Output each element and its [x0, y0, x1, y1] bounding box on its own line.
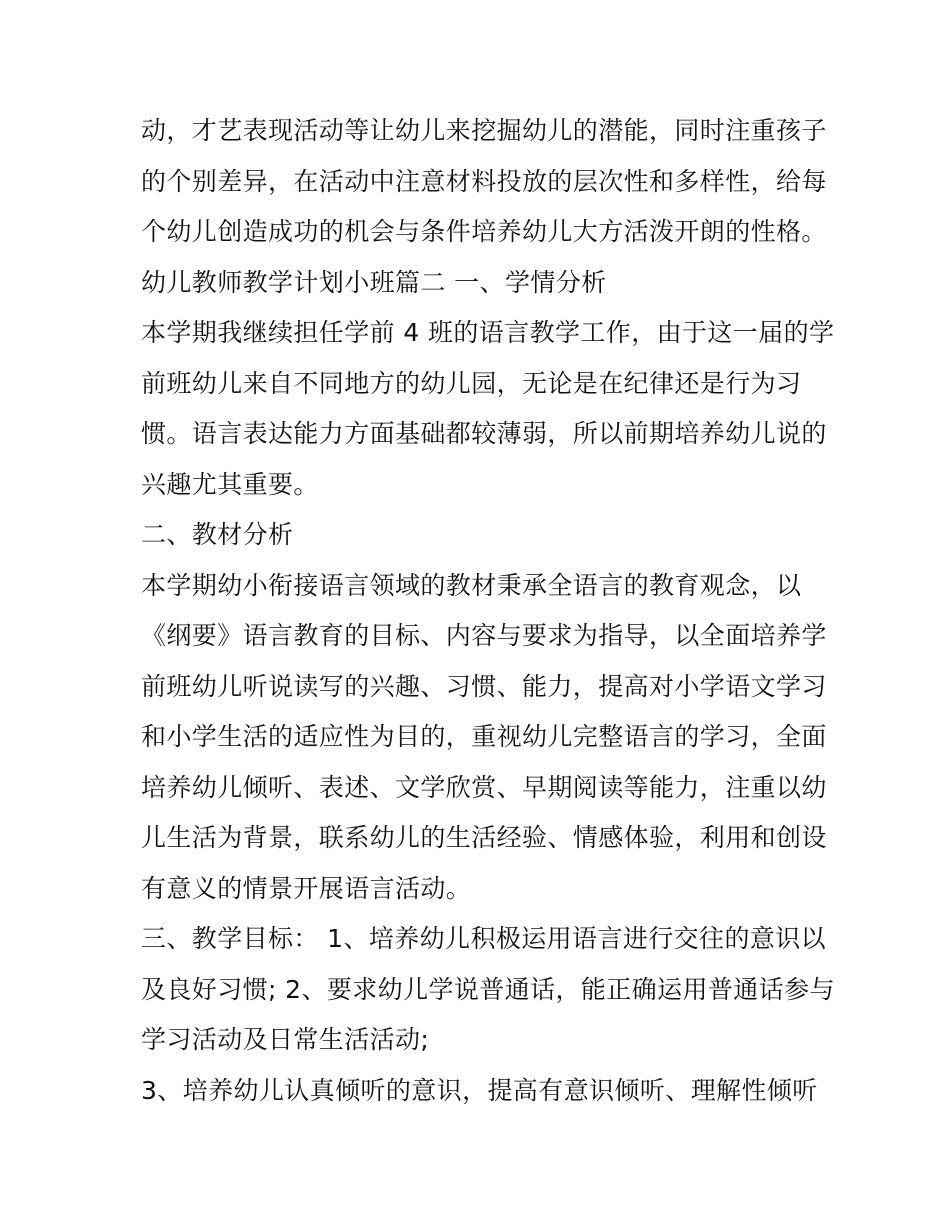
text-line: 兴趣尤其重要。	[141, 469, 319, 499]
text-line: 动，才艺表现活动等让幼儿来挖掘幼儿的潜能，同时注重孩子	[141, 116, 827, 145]
text-line: 和小学生活的适应性为目的，重视幼儿完整语言的学习，全面	[141, 722, 827, 751]
text-line: 儿生活为背景，联系幼儿的生活经验、情感体验，利用和创设	[141, 823, 827, 852]
text-line: 本学期幼小衔接语言领域的教材秉承全语言的教育观念，以	[141, 570, 802, 600]
text-line: 《纲要》语言教育的目标、内容与要求为指导，以全面培养学	[141, 621, 827, 650]
text-line: 培养幼儿倾听、表述、文学欣赏、早期阅读等能力，注重以幼	[141, 772, 827, 802]
text-line: 惯。语言表达能力方面基础都较薄弱，所以前期培养幼儿说的	[141, 419, 827, 448]
text-line: 前班幼儿来自不同地方的幼儿园，无论是在纪律还是行为习	[141, 368, 802, 398]
text-line: 学习活动及日常生活活动;	[141, 1025, 430, 1054]
text-line: 及良好习惯; 2、要求幼儿学说普通话，能正确运用普通话参与	[141, 974, 835, 1004]
text-line: 个幼儿创造成功的机会与条件培养幼儿大方活泼开朗的性格。	[141, 217, 827, 246]
text-line: 3、培养幼儿认真倾听的意识，提高有意识倾听、理解性倾听	[141, 1075, 818, 1105]
section-heading-line: 三、教学目标： 1、培养幼儿积极运用语言进行交往的意识以	[141, 924, 827, 953]
text-line: 的个别差异，在活动中注意材料投放的层次性和多样性，给每	[141, 166, 827, 196]
section-heading-line: 二、教材分析	[141, 520, 294, 549]
text-line: 有意义的情景开展语言活动。	[141, 873, 472, 903]
section-heading-line: 幼儿教师教学计划小班篇二 一、学情分析	[141, 267, 607, 297]
text-line: 本学期我继续担任学前 4 班的语言教学工作，由于这一届的学	[141, 318, 835, 347]
document-body	[141, 106, 835, 1116]
text-line: 前班幼儿听说读写的兴趣、习惯、能力，提高对小学语文学习	[141, 671, 827, 701]
